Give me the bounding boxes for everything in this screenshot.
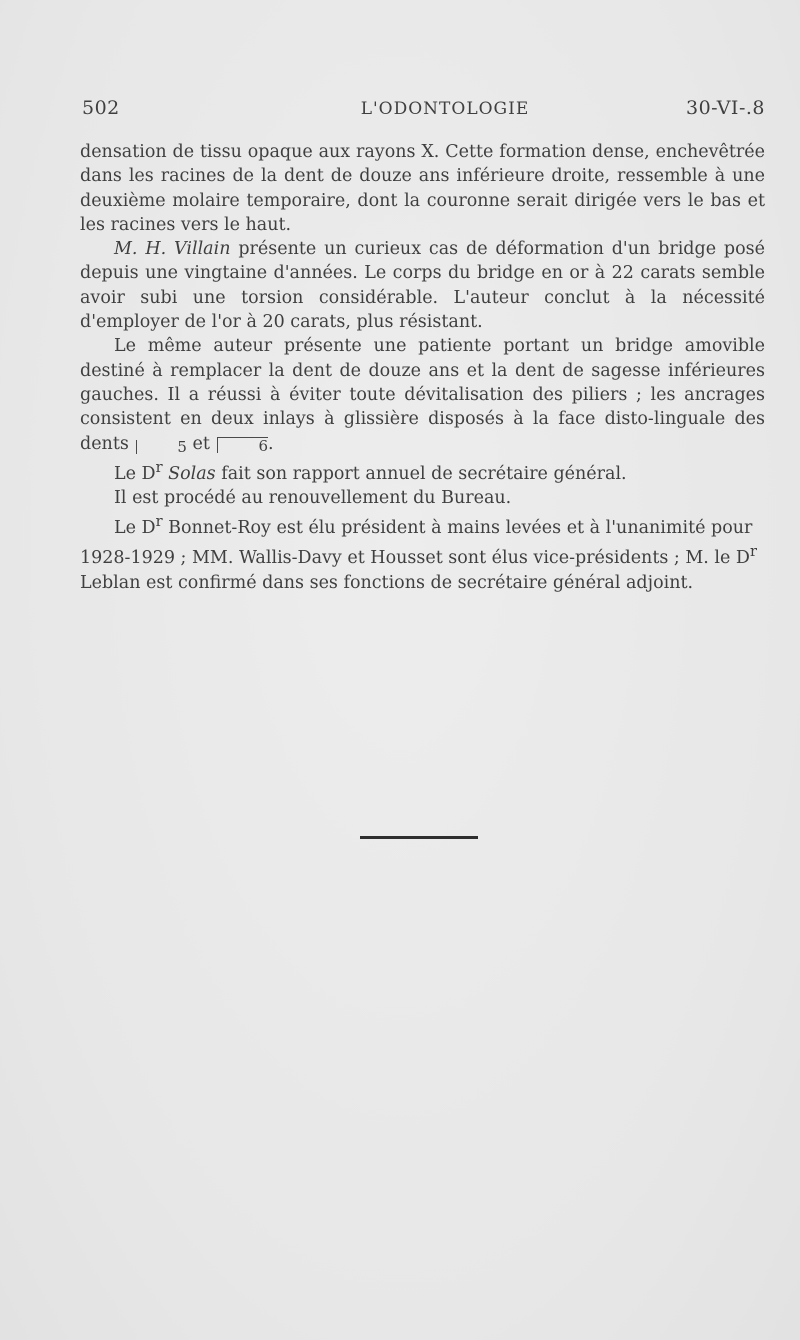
- paragraph: [80, 456, 765, 486]
- conjunction: et: [186, 433, 216, 454]
- title-superscript: r: [155, 458, 163, 476]
- paragraph-text: Leblan est confirmé dans ses fonctions de secrétaire général adjoint.: [80, 572, 694, 593]
- paragraph-text: Le D: [114, 518, 156, 539]
- tooth-notation-lower-left: 5: [136, 440, 187, 454]
- title-abbr: Le D: [114, 463, 156, 484]
- paragraph-text: Bonnet-Roy est élu président à mains levées et à l'unanimité pour 1928-1929 ; MM. Wallis-Davy et Housset sont élus vice-présidents ; M. le D: [80, 518, 753, 569]
- paragraph: [80, 510, 765, 595]
- paragraph: [80, 334, 765, 455]
- article-body: [80, 140, 765, 595]
- paragraph: [80, 486, 765, 510]
- journal-title: L'ODONTOLOGIE: [360, 99, 530, 119]
- section-separator-rule: [360, 836, 478, 839]
- running-title: [80, 99, 765, 119]
- tooth-notation-lower-left: 6: [217, 437, 268, 453]
- running-header: [80, 97, 765, 125]
- title-superscript: r: [749, 543, 757, 561]
- paragraph-text: densation de tissu opaque aux rayons X. Cette formation dense, enchevêtrée dans les racines de la dent de douze ans inférieure droite, ressemble à une deuxième molaire temporaire, dont la couronne serait dirigée vers le bas et les racines vers le haut.: [80, 142, 765, 235]
- paragraph-text: fait son rapport annuel de secrétaire général.: [215, 463, 627, 484]
- title-superscript: r: [155, 513, 163, 531]
- paragraph: [80, 140, 765, 237]
- person-name: Solas: [168, 463, 216, 484]
- page-number: 502: [82, 97, 120, 119]
- paragraph-text: Il est procédé au renouvellement du Bureau.: [114, 487, 512, 508]
- paragraph-text: Le même auteur présente une patiente portant un bridge amovible destiné à remplacer la dent de douze ans et la dent de sagesse inférieures gauches. Il a réussi à éviter toute dévitalisation des piliers ; les ancrages consistent en deux inlays à glissière disposés à la face disto-linguale des dents: [80, 336, 765, 454]
- paragraph-end: .: [268, 433, 274, 454]
- issue-date: 30-VI-.8: [686, 97, 765, 119]
- author-name: M. H. Villain: [114, 239, 231, 260]
- paragraph: [80, 237, 765, 334]
- paragraph-text: présente un curieux cas de déformation d'un bridge posé depuis une vingtaine d'années. Le corps du bridge en or à 22 carats semble avoir subi une torsion considérable. L'auteur conclut à la nécessité d'employer de l'or à 20 carats, plus résistant.: [80, 239, 765, 333]
